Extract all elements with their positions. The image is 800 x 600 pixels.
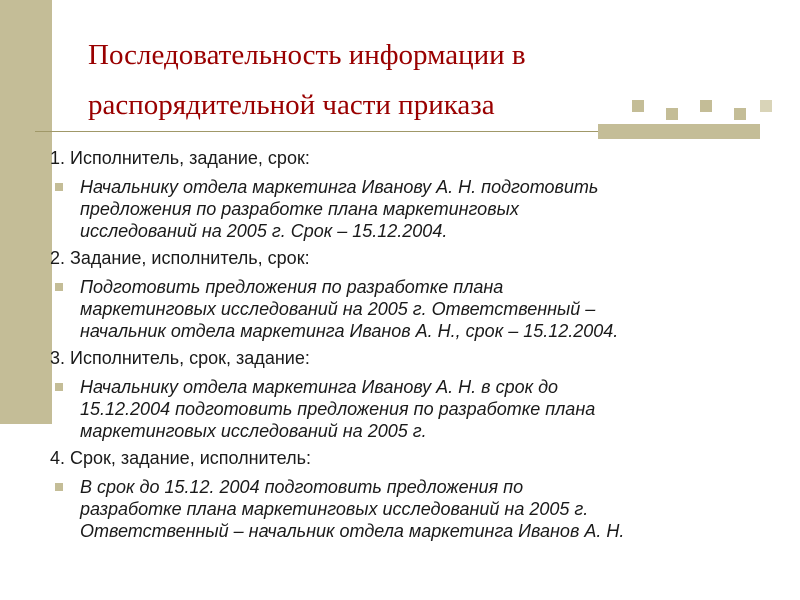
bullet-text-line: исследований на 2005 г. Срок – 15.12.2004. bbox=[80, 221, 448, 241]
sequence-section-3 bbox=[50, 346, 770, 442]
bullet-item bbox=[50, 476, 770, 542]
title-line-2: распорядительной части приказа bbox=[88, 89, 495, 121]
section-heading: 2. Задание, исполнитель, срок: bbox=[50, 248, 310, 268]
bullet-item bbox=[50, 176, 770, 242]
slide-body bbox=[50, 143, 770, 546]
bullet-text-line: 15.12.2004 подготовить предложения по разработке плана bbox=[80, 399, 596, 419]
section-heading: 4. Срок, задание, исполнитель: bbox=[50, 448, 311, 468]
decor-square bbox=[632, 100, 644, 112]
title-divider-accent bbox=[598, 124, 760, 139]
bullet-text-line: Ответственный – начальник отдела маркетинга Иванов А. Н. bbox=[80, 521, 625, 541]
bullet-text-line: В срок до 15.12. 2004 подготовить предложения по bbox=[80, 477, 524, 497]
bullet-square-icon bbox=[55, 483, 63, 491]
decor-square bbox=[734, 108, 746, 120]
bullet-text-line: маркетинговых исследований на 2005 г. Ответственный – bbox=[80, 299, 596, 319]
bullet-item bbox=[50, 376, 770, 442]
sequence-section-2 bbox=[50, 246, 770, 342]
decor-square bbox=[760, 100, 772, 112]
sequence-section-1 bbox=[50, 146, 770, 242]
bullet-square-icon bbox=[55, 283, 63, 291]
decor-square bbox=[700, 100, 712, 112]
section-heading: 1. Исполнитель, задание, срок: bbox=[50, 148, 310, 168]
bullet-square-icon bbox=[55, 183, 63, 191]
section-heading: 3. Исполнитель, срок, задание: bbox=[50, 348, 310, 368]
decor-square bbox=[666, 108, 678, 120]
bullet-text-line: предложения по разработке плана маркетинговых bbox=[80, 199, 519, 219]
bullet-item bbox=[50, 276, 770, 342]
bullet-text-line: Начальнику отдела маркетинга Иванову А. Н. подготовить bbox=[80, 177, 599, 197]
bullet-text-line: маркетинговых исследований на 2005 г. bbox=[80, 421, 427, 441]
bullet-text-line: разработке плана маркетинговых исследований на 2005 г. bbox=[80, 499, 589, 519]
left-decorative-band bbox=[0, 0, 52, 424]
title-line-1: Последовательность информации в bbox=[88, 39, 526, 71]
bullet-text-line: Подготовить предложения по разработке плана bbox=[80, 277, 504, 297]
bullet-square-icon bbox=[55, 383, 63, 391]
bullet-text-line: Начальнику отдела маркетинга Иванову А. Н. в срок до bbox=[80, 377, 559, 397]
sequence-section-4 bbox=[50, 446, 770, 542]
bullet-text-line: начальник отдела маркетинга Иванов А. Н., срок – 15.12.2004. bbox=[80, 321, 619, 341]
